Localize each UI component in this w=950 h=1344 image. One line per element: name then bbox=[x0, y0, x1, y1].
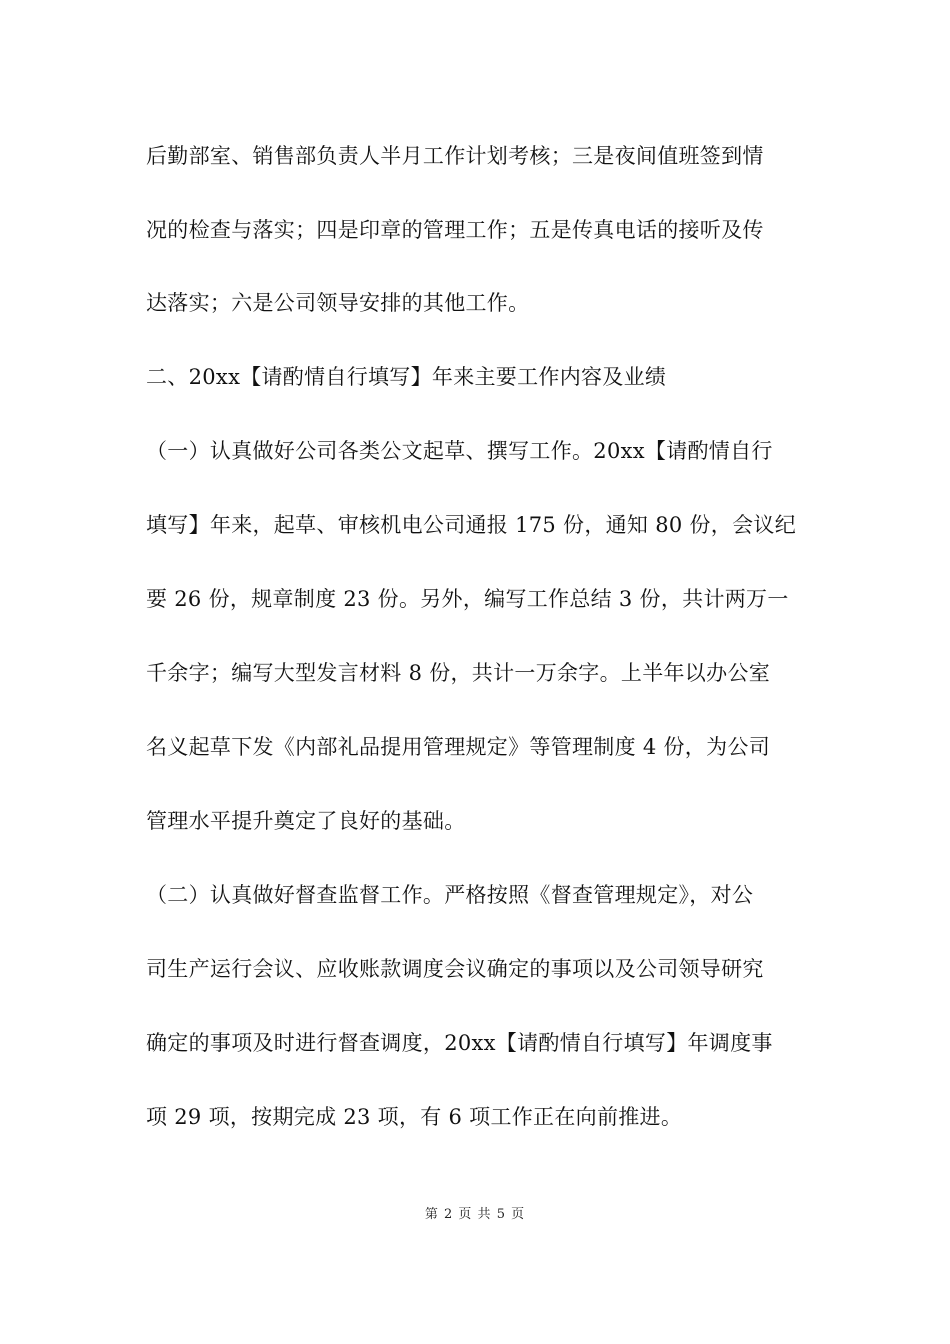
section-heading: 二、20xx【请酌情自行填写】年来主要工作内容及业绩 bbox=[146, 365, 667, 389]
text-line: （一）认真做好公司各类公文起草、撰写工作。20xx【请酌情自行 bbox=[146, 439, 773, 463]
text-line: 名义起草下发《内部礼品提用管理规定》等管理制度 4 份，为公司 bbox=[146, 735, 771, 759]
text-line: 项 29 项，按期完成 23 项，有 6 项工作正在向前推进。 bbox=[146, 1105, 683, 1129]
page-number: 第 2 页 共 5 页 bbox=[424, 1207, 526, 1222]
text-line: 确定的事项及时进行督查调度，20xx【请酌情自行填写】年调度事 bbox=[146, 1031, 773, 1055]
text-line: 填写】年来，起草、审核机电公司通报 175 份，通知 80 份，会议纪 bbox=[146, 513, 797, 537]
text-line: 达落实；六是公司领导安排的其他工作。 bbox=[146, 291, 530, 315]
text-line: 要 26 份，规章制度 23 份。另外，编写工作总结 3 份，共计两万一 bbox=[146, 587, 789, 611]
text-line: （二）认真做好督查监督工作。严格按照《督查管理规定》，对公 bbox=[146, 883, 754, 907]
text-line: 司生产运行会议、应收账款调度会议确定的事项以及公司领导研究 bbox=[146, 957, 764, 981]
text-line: 况的检查与落实；四是印章的管理工作；五是传真电话的接听及传 bbox=[146, 218, 764, 242]
text-line: 管理水平提升奠定了良好的基础。 bbox=[146, 809, 466, 833]
text-line: 后勤部室、销售部负责人半月工作计划考核；三是夜间值班签到情 bbox=[146, 144, 764, 168]
text-line: 千余字；编写大型发言材料 8 份，共计一万余字。上半年以办公室 bbox=[146, 661, 771, 685]
